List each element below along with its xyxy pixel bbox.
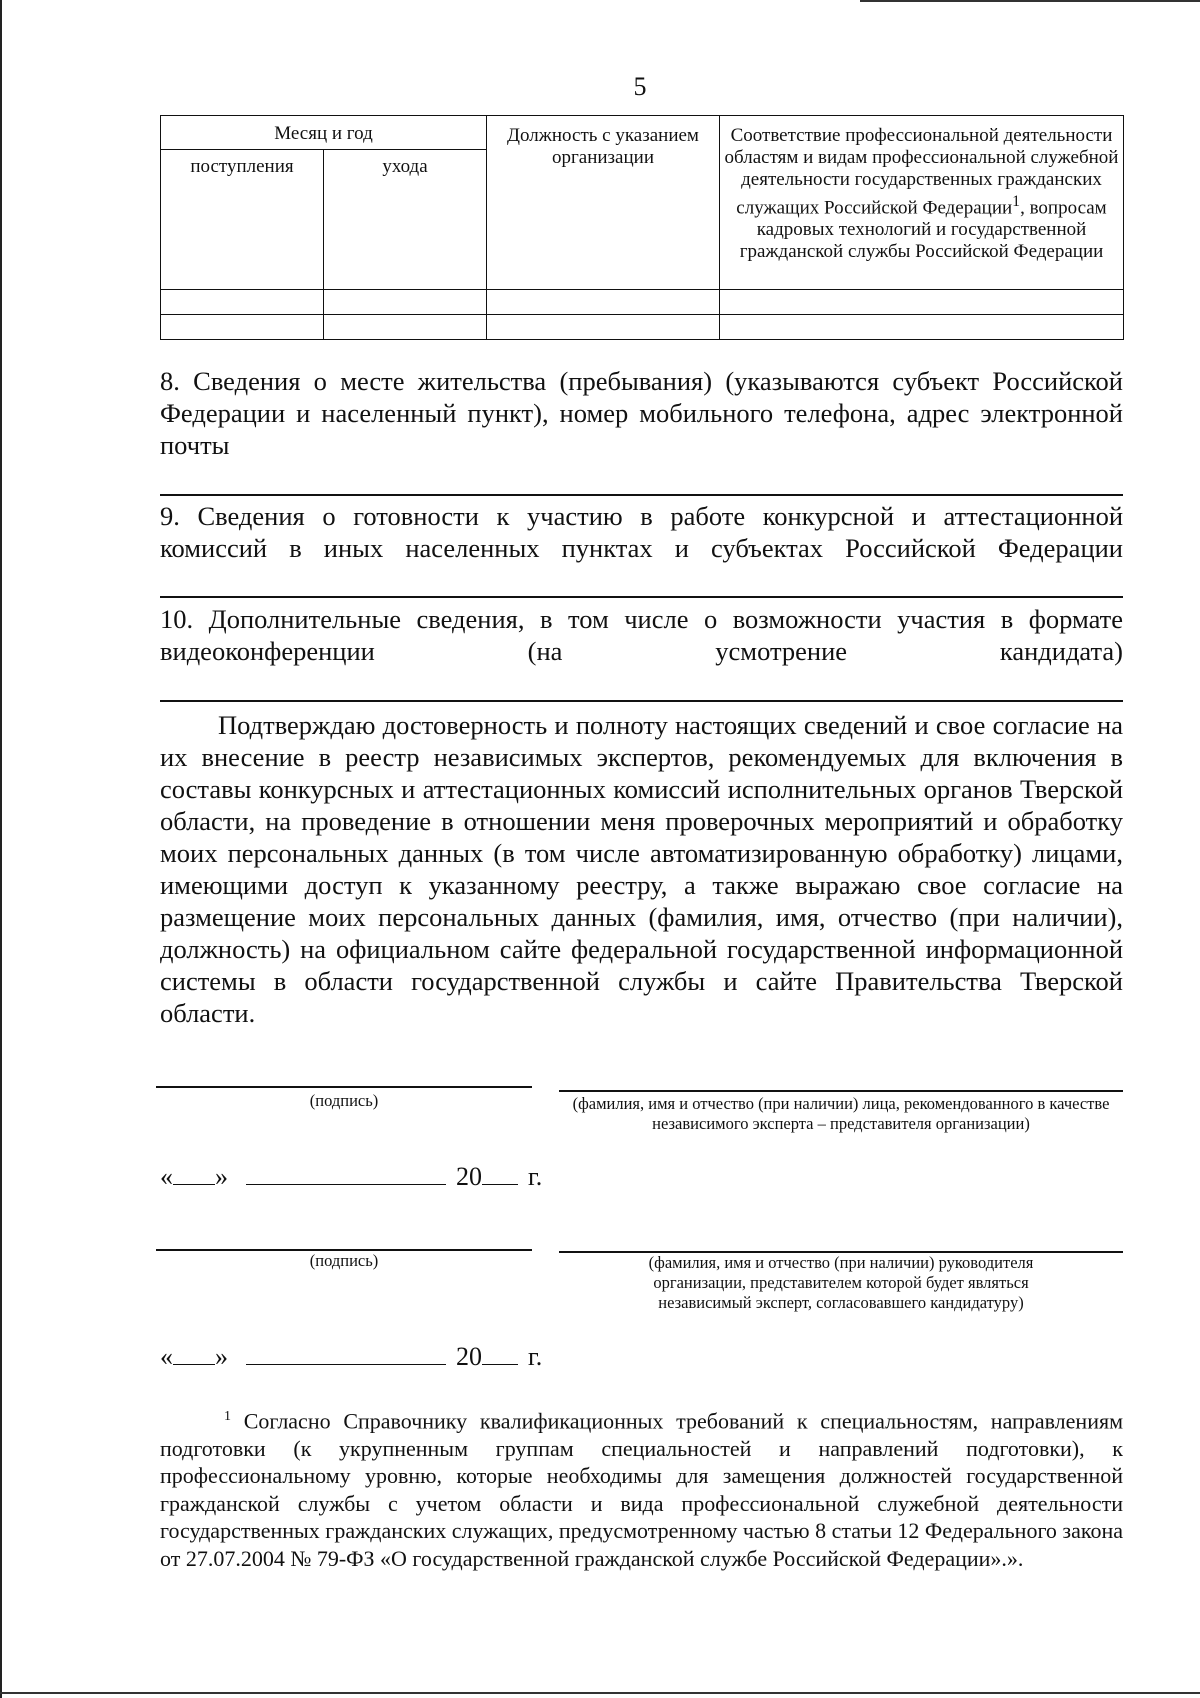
header-compliance: [720, 116, 1124, 290]
date-open-quote: «: [160, 1342, 173, 1371]
table-cell: [487, 315, 720, 340]
header-position: Должность с указанием организации: [487, 116, 720, 290]
section-9-answer-line: [160, 596, 1123, 598]
footnote-marker: 1: [224, 1409, 231, 1424]
month-blank: [246, 1338, 446, 1365]
scan-edge-left: [0, 0, 2, 1698]
table-cell: [324, 315, 487, 340]
header-entry: поступления: [161, 150, 324, 290]
date-open-quote: «: [160, 1162, 173, 1191]
section-10-answer-line: [160, 700, 1123, 702]
header-compliance-text: Соответствие профессиональной деятельности областям и видам профессиональной служебной деятельности государственных гражданских служащих Российской Федерации: [724, 125, 1119, 219]
date-close-quote: »: [215, 1342, 228, 1371]
section-10-text: 10. Дополнительные сведения, в том числе о возможности участия в формате видеоконференции (на усмотрение кандидата): [160, 604, 1123, 666]
table-row: [161, 290, 1124, 315]
header-month-year: Месяц и год: [161, 116, 487, 150]
year-blank: [482, 1338, 518, 1365]
header-leave: ухода: [324, 150, 487, 290]
year-prefix: 20: [456, 1162, 482, 1191]
header-compliance-text-end: , вопросам кадровых технологий и государственной гражданской службы Российской Федерации: [739, 197, 1107, 263]
signature-caption-2: (подпись): [309, 1251, 379, 1270]
consent-paragraph: Подтверждаю достоверность и полноту настоящих сведений и свое согласие на их внесение в реестр независимых экспертов, рекомендуемых для включения в составы конкурсных и аттестационных комиссий исполнительных органов Тверской области, на проведение в отношении меня проверочных мероприятий и обработку моих персональных данных (в том числе автоматизированную обработку) лицами, имеющими доступ к указанному реестру, а также выражаю свое согласие на размещение моих персональных данных (фамилия, имя, отчество (при наличии), должность) на официальном сайте федеральной государственной информационной системы в области государственной службы и сайте Правительства Тверской области.: [160, 710, 1123, 1028]
scan-edge-bottom: [0, 1692, 1200, 1694]
name-caption-1: (фамилия, имя и отчество (при наличии) лица, рекомендованного в качестве независимого эксперта – представителя организации): [572, 1094, 1110, 1133]
table-cell: [324, 290, 487, 315]
day-blank: [173, 1338, 215, 1365]
table-cell: [161, 290, 324, 315]
date-line-1: [160, 1158, 542, 1192]
table-cell: [161, 315, 324, 340]
table-cell: [720, 290, 1124, 315]
date-line-2: [160, 1338, 542, 1372]
table-cell: [487, 290, 720, 315]
year-blank: [482, 1158, 518, 1185]
year-suffix: г.: [528, 1342, 543, 1371]
signature-line-1: [156, 1086, 532, 1088]
footnote: [160, 1403, 1123, 1572]
date-close-quote: »: [215, 1162, 228, 1191]
section-8-answer-line: [160, 494, 1123, 496]
table-cell: [720, 315, 1124, 340]
section-9-text: 9. Сведения о готовности к участию в работе конкурсной и аттестационной комиссий в иных населенных пунктах и субъектах Российской Федерации: [160, 501, 1123, 563]
section-8-text: 8. Сведения о месте жительства (пребывания) (указываются субъект Российской Федерации и населенный пункт), номер мобильного телефона, адрес электронной почты: [160, 366, 1123, 460]
day-blank: [173, 1158, 215, 1185]
table-row: [161, 315, 1124, 340]
signature-caption-1: (подпись): [309, 1091, 379, 1110]
footnote-text: Согласно Справочнику квалификационных требований к специальностям, направлениям подготовки (к укрупненным группам специальностей и направлений подготовки), к профессиональному уровню, которые необходимы для замещения должностей государственной гражданской службы с учетом области и вида профессиональной служебной деятельности государственных гражданских служащих, предусмотренному частью 8 статьи 12 Федерального закона от 27.07.2004 № 79-ФЗ «О государственной гражданской службе Российской Федерации».».: [160, 1408, 1124, 1571]
name-caption-2: (фамилия, имя и отчество (при наличии) руководителя организации, представителем которой будет являться независимый эксперт, согласовавшего кандидатуру): [648, 1253, 1034, 1312]
experience-table: [160, 115, 1124, 340]
name-line-1: [559, 1090, 1123, 1092]
page-number: 5: [633, 72, 647, 101]
year-prefix: 20: [456, 1342, 482, 1371]
footnote-ref: 1: [1012, 193, 1021, 210]
year-suffix: г.: [528, 1162, 543, 1191]
month-blank: [246, 1158, 446, 1185]
scan-edge-top: [860, 0, 1200, 2]
